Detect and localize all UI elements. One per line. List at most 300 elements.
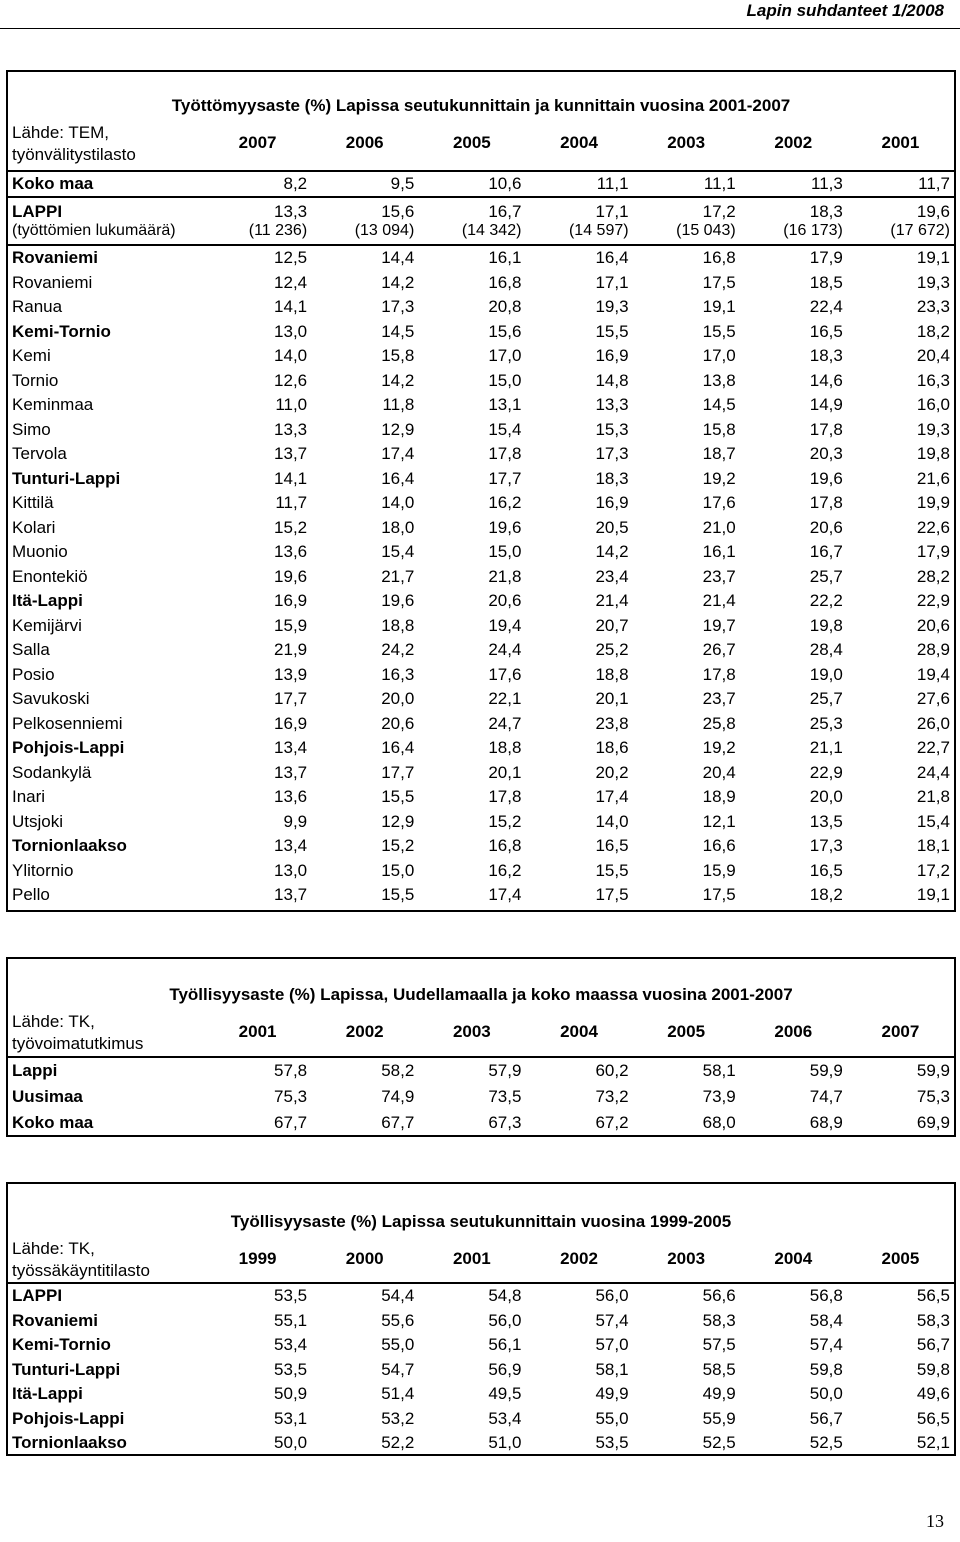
- value-cell: 53,4: [274, 1335, 308, 1355]
- value-cell: 17,6: [702, 493, 736, 513]
- table-row: [8, 1284, 954, 1309]
- value-cell: 53,5: [595, 1433, 629, 1453]
- table-row: [8, 614, 954, 639]
- value-cell: 16,9: [595, 493, 629, 513]
- value-cell: 19,6: [488, 517, 522, 537]
- value-cell: 21,7: [381, 566, 415, 586]
- value-cell: 18,5: [809, 272, 843, 292]
- value-cell: 16,8: [702, 248, 736, 268]
- value-cell: 58,1: [702, 1061, 736, 1080]
- value-cell: 73,5: [488, 1087, 522, 1106]
- value-cell: 20,5: [595, 517, 629, 537]
- value-cell: 73,2: [595, 1087, 629, 1106]
- row-label: Rovaniemi: [12, 1310, 98, 1330]
- row-label: Itä-Lappi: [12, 591, 83, 611]
- value-cell: 53,2: [381, 1408, 415, 1428]
- value-cell: 52,2: [381, 1433, 415, 1453]
- value-cell: 28,2: [916, 566, 950, 586]
- value-cell: 17,6: [488, 664, 522, 684]
- value-cell: 17,7: [274, 689, 308, 709]
- row-label: Pohjois-Lappi: [12, 738, 125, 758]
- value-cell: 18,8: [381, 615, 415, 635]
- value-cell: 54,4: [381, 1286, 415, 1306]
- table-title: Työllisyysaste (%) Lapissa, Uudellamaalla ja koko maassa vuosina 2001-2007: [169, 985, 793, 1004]
- value-cell: 74,9: [381, 1087, 415, 1106]
- value-cell: 22,2: [809, 591, 843, 611]
- value-cell: 12,4: [274, 272, 308, 292]
- value-cell: 75,3: [274, 1087, 308, 1106]
- value-cell: 17,8: [809, 493, 843, 513]
- value-cell: 11,3: [811, 174, 843, 193]
- row-label: Koko maa: [12, 174, 94, 193]
- row-label: Pello: [12, 885, 50, 905]
- table-body: [8, 1058, 954, 1136]
- value-cell: 15,9: [274, 615, 308, 635]
- value-cell: 16,7: [809, 542, 843, 562]
- value-cell: 67,3: [488, 1113, 522, 1132]
- value-cell: 25,7: [809, 566, 843, 586]
- value-cell: 19,1: [916, 248, 950, 268]
- row-label: Savukoski: [12, 689, 90, 709]
- table-row: [8, 1382, 954, 1407]
- value-cell: 21,6: [916, 468, 950, 488]
- value-cell: 15,6 (13 094): [354, 202, 415, 239]
- value-cell: 23,8: [595, 713, 629, 733]
- value-cell: 25,7: [809, 689, 843, 709]
- value-cell: 68,9: [809, 1113, 843, 1132]
- value-cell: 18,3: [595, 468, 629, 488]
- value-cell: 52,1: [916, 1433, 950, 1453]
- row-label: Koko maa: [12, 1113, 94, 1132]
- table-row-lappi: [8, 198, 954, 244]
- value-cell: 17,8: [702, 664, 736, 684]
- source-line: Lähde: TK,: [12, 1239, 95, 1258]
- value-cell: 19,0: [809, 664, 843, 684]
- year-cell: 2001: [238, 1022, 277, 1041]
- value-cell: 28,9: [916, 640, 950, 660]
- value-cell: 57,0: [595, 1335, 629, 1355]
- table-row-koko-maa: [8, 172, 954, 196]
- row-label: Simo: [12, 419, 51, 439]
- value-cell: 53,5: [274, 1286, 308, 1306]
- table-row: [8, 638, 954, 663]
- value-cell: 14,2: [381, 272, 415, 292]
- value-cell: 49,9: [595, 1384, 629, 1404]
- value-cell: 17,1: [595, 272, 629, 292]
- value-cell: 15,8: [381, 346, 415, 366]
- table-row: [8, 393, 954, 418]
- row-label: LAPPI: [12, 1286, 63, 1306]
- table-row: [8, 810, 954, 835]
- value-cell: 14,6: [809, 370, 843, 390]
- value-cell: 21,0: [702, 517, 736, 537]
- row-label: Kemi-Tornio: [12, 321, 111, 341]
- running-header: Lapin suhdanteet 1/2008: [746, 1, 944, 20]
- value-cell: 18,3 (16 173): [783, 202, 843, 239]
- value-cell: 20,4: [916, 346, 950, 366]
- value-cell: 15,4: [916, 811, 950, 831]
- year-header: [204, 1022, 954, 1042]
- value-cell: 13,7: [274, 444, 308, 464]
- table-body: [8, 172, 954, 908]
- value-cell: 50,0: [274, 1433, 308, 1453]
- table-row: [8, 344, 954, 369]
- value-cell: 16,4: [381, 738, 415, 758]
- value-cell: 23,3: [916, 297, 950, 317]
- value-cell: 19,6: [274, 566, 308, 586]
- value-cell: 19,6: [809, 468, 843, 488]
- value-cell: 16,1: [702, 542, 736, 562]
- value-cell: 56,0: [488, 1310, 522, 1330]
- row-label: Kemi: [12, 346, 51, 366]
- value-cell: 16,2: [488, 860, 522, 880]
- value-cell: 25,8: [702, 713, 736, 733]
- value-cell: 57,4: [595, 1310, 629, 1330]
- value-cell: 9,9: [283, 811, 308, 831]
- table-body: [8, 1284, 954, 1456]
- value-cell: 15,5: [702, 321, 736, 341]
- value-cell: 20,6: [916, 615, 950, 635]
- value-cell: 57,5: [702, 1335, 736, 1355]
- value-cell: 19,1: [916, 885, 950, 905]
- header-rule: [0, 28, 960, 29]
- row-label: Rovaniemi: [12, 248, 98, 268]
- value-cell: 58,1: [595, 1359, 629, 1379]
- value-cell: 20,0: [809, 787, 843, 807]
- row-label: Rovaniemi: [12, 272, 93, 292]
- value-cell: 16,5: [595, 836, 629, 856]
- value-cell: 11,1: [596, 174, 629, 193]
- row-label: Sodankylä: [12, 762, 92, 782]
- value-cell: 56,9: [488, 1359, 522, 1379]
- value-cell: 14,1: [274, 468, 308, 488]
- year-cell: 2007: [881, 1022, 920, 1041]
- table-row: [8, 320, 954, 345]
- value-cell: 19,2: [702, 738, 736, 758]
- value-cell: 17,5: [702, 885, 736, 905]
- source-line: Lähde: TK,: [12, 1012, 95, 1031]
- value-cell: 13,6: [274, 542, 308, 562]
- value-cell: 56,0: [595, 1286, 629, 1306]
- value-cell: 12,6: [274, 370, 308, 390]
- value-cell: 18,6: [595, 738, 629, 758]
- value-cell: 19,3: [916, 419, 950, 439]
- row-label: Kittilä: [12, 493, 54, 513]
- row-label: Kemi-Tornio: [12, 1335, 111, 1355]
- value-cell: 14,0: [381, 493, 415, 513]
- value-cell: 17,5: [595, 885, 629, 905]
- value-cell: 13,0: [274, 860, 308, 880]
- value-cell: 56,7: [916, 1335, 950, 1355]
- value-cell: 16,9: [274, 713, 308, 733]
- value-cell: 13,4: [274, 836, 308, 856]
- year-cell: 2006: [345, 133, 384, 152]
- year-cell: 2005: [881, 1249, 920, 1268]
- table-row: [8, 883, 954, 908]
- value-cell: 17,4: [381, 444, 415, 464]
- table-row: [8, 589, 954, 614]
- value-cell: 25,2: [595, 640, 629, 660]
- year-cell: 2004: [560, 133, 598, 152]
- value-cell: 17,4: [488, 885, 522, 905]
- value-cell: 20,6: [488, 591, 522, 611]
- value-cell: 15,0: [488, 370, 522, 390]
- value-cell: 16,5: [809, 860, 843, 880]
- table-row: [8, 1084, 954, 1110]
- value-cell: 19,2: [702, 468, 736, 488]
- year-cell: 2002: [560, 1249, 598, 1268]
- year-cell: 2003: [667, 133, 706, 152]
- page-number: 13: [926, 1511, 944, 1531]
- value-cell: 17,8: [809, 419, 843, 439]
- value-cell: 16,5: [809, 321, 843, 341]
- year-cell: 2007: [238, 133, 277, 152]
- row-label: Tornionlaakso: [12, 1433, 127, 1453]
- value-cell: 11,7: [918, 174, 950, 193]
- value-cell: 15,0: [488, 542, 522, 562]
- value-cell: 20,4: [702, 762, 736, 782]
- value-cell: 14,4: [381, 248, 415, 268]
- value-cell: 15,3: [595, 419, 629, 439]
- table-row: [8, 663, 954, 688]
- value-cell: 14,5: [702, 395, 736, 415]
- value-cell: 17,7: [381, 762, 415, 782]
- value-cell: 22,7: [916, 738, 950, 758]
- value-cell: 15,4: [381, 542, 415, 562]
- value-cell: 56,7: [809, 1408, 843, 1428]
- row-label: Pelkosenniemi: [12, 713, 123, 733]
- value-cell: 13,4: [274, 738, 308, 758]
- value-cell: 17,4: [595, 787, 629, 807]
- value-cell: 12,5: [274, 248, 308, 268]
- row-label: Salla: [12, 640, 50, 660]
- value-cell: 16,6: [702, 836, 736, 856]
- value-cell: 13,3: [274, 419, 308, 439]
- value-cell: 49,6: [916, 1384, 950, 1404]
- row-label: Keminmaa: [12, 395, 94, 415]
- value-cell: 20,8: [488, 297, 522, 317]
- value-cell: 16,4: [595, 248, 629, 268]
- table-row: [8, 1058, 954, 1084]
- value-cell: 14,2: [381, 370, 415, 390]
- value-cell: 58,3: [916, 1310, 950, 1330]
- value-cell: 27,6: [916, 689, 950, 709]
- value-cell: 56,5: [916, 1408, 950, 1428]
- value-cell: 18,3: [809, 346, 843, 366]
- year-cell: 2006: [774, 1022, 813, 1041]
- value-cell: 17,0: [488, 346, 522, 366]
- value-cell: 26,0: [916, 713, 950, 733]
- value-cell: 12,9: [381, 811, 415, 831]
- table-row: [8, 442, 954, 467]
- value-cell: 16,7 (14 342): [461, 202, 522, 239]
- value-cell: 50,9: [274, 1384, 308, 1404]
- year-cell: 2005: [667, 1022, 706, 1041]
- row-label: Pohjois-Lappi: [12, 1408, 125, 1428]
- year-cell: 2002: [345, 1022, 384, 1041]
- value-cell: 13,5: [809, 811, 843, 831]
- table-row: [8, 418, 954, 443]
- table-row: [8, 491, 954, 516]
- value-cell: 17,8: [488, 444, 522, 464]
- value-cell: 17,9: [916, 542, 950, 562]
- table-title: Työttömyysaste (%) Lapissa seutukunnittain ja kunnittain vuosina 2001-2007: [171, 96, 791, 115]
- value-cell: 14,0: [595, 811, 629, 831]
- value-cell: 15,6: [488, 321, 522, 341]
- value-cell: 19,8: [916, 444, 950, 464]
- value-cell: 13,3: [595, 395, 629, 415]
- table-row: [8, 565, 954, 590]
- value-cell: 57,9: [488, 1061, 522, 1080]
- value-cell: 21,1: [809, 738, 843, 758]
- table-row: [8, 271, 954, 296]
- value-cell: 59,9: [916, 1061, 950, 1080]
- row-label: Utsjoki: [12, 811, 64, 831]
- table-source: [12, 122, 136, 166]
- year-header: [204, 133, 954, 153]
- value-cell: 18,0: [381, 517, 415, 537]
- value-cell: 20,1: [595, 689, 629, 709]
- row-label: Kemijärvi: [12, 615, 82, 635]
- table-row: [8, 246, 954, 271]
- value-cell: 19,6: [381, 591, 415, 611]
- value-cell: 55,6: [381, 1310, 415, 1330]
- employment-region-table: [6, 1182, 956, 1456]
- table-row: [8, 761, 954, 786]
- source-line: työssäkäyntitilasto: [12, 1261, 150, 1280]
- year-cell: 2003: [667, 1249, 706, 1268]
- value-cell: 20,3: [809, 444, 843, 464]
- value-cell: 13,3 (11 236): [248, 202, 308, 239]
- value-cell: 21,8: [916, 787, 950, 807]
- value-cell: 15,2: [381, 836, 415, 856]
- value-cell: 17,7: [488, 468, 522, 488]
- table-row: [8, 369, 954, 394]
- table-row: [8, 540, 954, 565]
- year-cell: 2000: [345, 1249, 384, 1268]
- value-cell: 22,6: [916, 517, 950, 537]
- table-row: [8, 712, 954, 737]
- table-row: [8, 859, 954, 884]
- table-row: [8, 1431, 954, 1456]
- value-cell: 15,5: [595, 860, 629, 880]
- row-label: LAPPI: [12, 202, 63, 221]
- value-cell: 17,3: [595, 444, 629, 464]
- value-cell: 15,8: [702, 419, 736, 439]
- value-cell: 11,8: [382, 395, 415, 415]
- value-cell: 59,8: [809, 1359, 843, 1379]
- value-cell: 11,7: [275, 493, 308, 513]
- table-row: [8, 1110, 954, 1136]
- value-cell: 57,8: [274, 1061, 308, 1080]
- year-header: [204, 1249, 954, 1269]
- value-cell: 13,7: [274, 885, 308, 905]
- value-cell: 69,9: [916, 1113, 950, 1132]
- value-cell: 18,8: [488, 738, 522, 758]
- value-cell: 15,5: [381, 885, 415, 905]
- value-cell: 52,5: [702, 1433, 736, 1453]
- value-cell: 15,0: [381, 860, 415, 880]
- value-cell: 18,8: [595, 664, 629, 684]
- employment-table: [6, 957, 956, 1137]
- year-cell: 2004: [560, 1022, 598, 1041]
- value-cell: 18,1: [916, 836, 950, 856]
- value-cell: 23,7: [702, 689, 736, 709]
- value-cell: 17,0: [702, 346, 736, 366]
- value-cell: 14,8: [595, 370, 629, 390]
- year-cell: 2001: [452, 1249, 491, 1268]
- row-label: Enontekiö: [12, 566, 88, 586]
- table-row: [8, 1309, 954, 1334]
- value-cell: 20,6: [809, 517, 843, 537]
- value-cell: 16,9: [274, 591, 308, 611]
- value-cell: 67,2: [595, 1113, 629, 1132]
- value-cell: 58,4: [809, 1310, 843, 1330]
- value-cell: 56,6: [702, 1286, 736, 1306]
- value-cell: 67,7: [274, 1113, 308, 1132]
- value-cell: 19,4: [488, 615, 522, 635]
- value-cell: 20,7: [595, 615, 629, 635]
- row-label: Inari: [12, 787, 46, 807]
- table-row: [8, 736, 954, 761]
- value-cell: 16,1: [488, 248, 522, 268]
- source-line: työnvälitystilasto: [12, 145, 136, 164]
- value-cell: 58,2: [381, 1061, 415, 1080]
- value-cell: 53,1: [274, 1408, 308, 1428]
- value-cell: 25,3: [809, 713, 843, 733]
- table-row: [8, 834, 954, 859]
- table-source: [12, 1238, 150, 1282]
- value-cell: 53,4: [488, 1408, 522, 1428]
- row-label-group: [8, 202, 204, 240]
- value-cell: 21,8: [488, 566, 522, 586]
- value-cell: 16,8: [488, 836, 522, 856]
- value-cell: 51,4: [381, 1384, 415, 1404]
- value-cell: 57,4: [809, 1335, 843, 1355]
- row-sublabel: (työttömien lukumäärä): [12, 222, 176, 239]
- value-cell: 58,3: [702, 1310, 736, 1330]
- value-cell: 54,7: [381, 1359, 415, 1379]
- row-label: Ranua: [12, 297, 63, 317]
- row-label: Lappi: [12, 1061, 58, 1080]
- value-cell: 21,9: [274, 640, 308, 660]
- row-label: Itä-Lappi: [12, 1384, 83, 1404]
- value-cell: 51,0: [488, 1433, 522, 1453]
- value-cell: 15,2: [488, 811, 522, 831]
- value-cell: 75,3: [916, 1087, 950, 1106]
- value-cell: 16,4: [381, 468, 415, 488]
- value-cell: 14,2: [595, 542, 629, 562]
- value-cell: 11,0: [275, 395, 308, 415]
- value-cell: 67,7: [381, 1113, 415, 1132]
- table-source: [12, 1011, 143, 1055]
- unemployment-table: [6, 70, 956, 912]
- row-label: Tornio: [12, 370, 59, 390]
- value-cell: 24,2: [381, 640, 415, 660]
- value-cell: 16,0: [916, 395, 950, 415]
- row-label: Kolari: [12, 517, 56, 537]
- value-cell: 20,2: [595, 762, 629, 782]
- value-cell: 13,7: [274, 762, 308, 782]
- source-line: Lähde: TEM,: [12, 123, 110, 142]
- value-cell: 50,0: [809, 1384, 843, 1404]
- value-cell: 68,0: [702, 1113, 736, 1132]
- value-cell: 18,2: [916, 321, 950, 341]
- row-label: Ylitornio: [12, 860, 74, 880]
- year-cell: 2001: [881, 133, 920, 152]
- value-cell: 16,8: [488, 272, 522, 292]
- table-row: [8, 1358, 954, 1383]
